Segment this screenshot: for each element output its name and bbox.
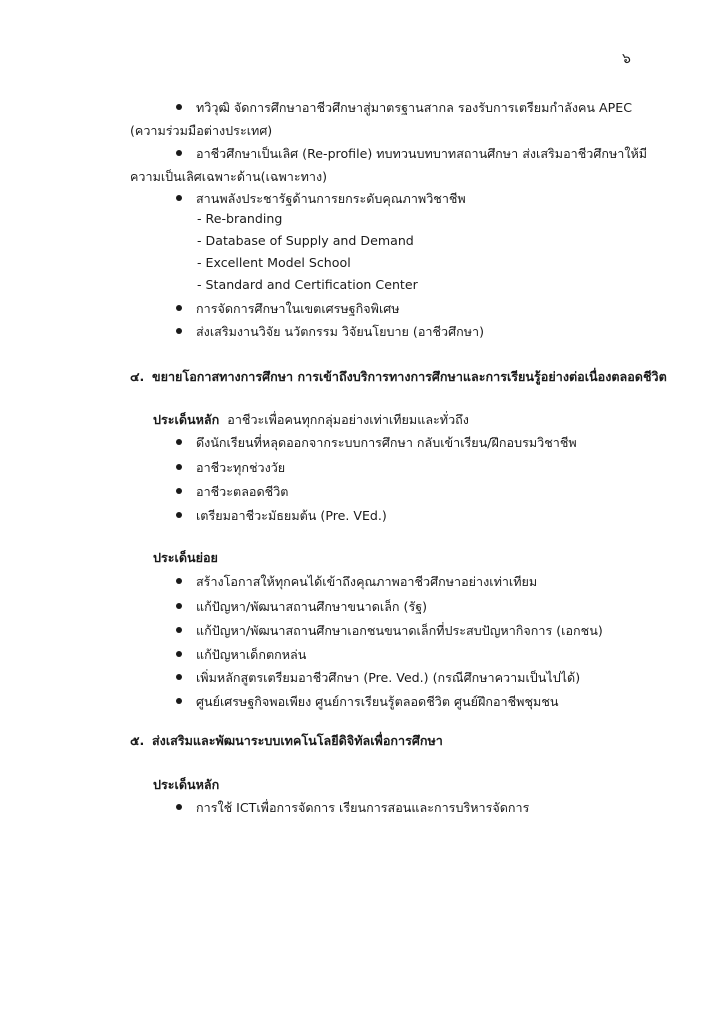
list-item-text: เพิ่มหลักสูตรเตรียมอาชีวศึกษา (Pre. Ved.) (กรณีศึกษาความเป็นไปได้) [196, 670, 581, 685]
list-item [176, 433, 577, 453]
section-heading [130, 367, 667, 387]
bullet-icon [176, 512, 182, 518]
list-item-text: อาชีวศึกษาเป็นเลิศ (Re-profile) ทบทวนบทบาทสถานศึกษา ส่งเสริมอาชีวศึกษาให้มี [196, 146, 648, 161]
list-item [176, 322, 484, 342]
list-item-text: แก้ปัญหาเด็กตกหล่น [196, 647, 307, 662]
sub-list-item: - Database of Supply and Demand [197, 233, 414, 248]
list-item-text: อาชีวะตลอดชีวิต [196, 484, 289, 499]
bullet-icon [176, 627, 182, 633]
bullet-icon [176, 439, 182, 445]
section-title: ขยายโอกาสทางการศึกษา การเข้าถึงบริการทางการศึกษาและการเรียนรู้อย่างต่อเนื่องตลอดชีวิต [152, 369, 667, 384]
list-item [176, 692, 558, 712]
list-item-continuation: ความเป็นเลิศเฉพาะด้าน(เฉพาะทาง) [130, 169, 328, 184]
list-item-text: การใช้ ICTเพื่อการจัดการ เรียนการสอนและการบริหารจัดการ [196, 800, 530, 815]
main-issue-text: อาชีวะเพื่อคนทุกกลุ่มอย่างเท่าเทียมและทั่วถึง [227, 412, 469, 427]
list-item [176, 506, 387, 526]
main-issue-row [153, 775, 219, 795]
list-item-text: ทวิวุฒิ จัดการศึกษาอาชีวศึกษาสู่มาตรฐานสากล รองรับการเตรียมกำลังคน APEC [196, 100, 633, 115]
list-item-text: ดึงนักเรียนที่หลุดออกจากระบบการศึกษา กลับเข้าเรียน/ฝึกอบรมวิชาชีพ [196, 435, 577, 450]
bullet-icon [176, 578, 182, 584]
list-item [176, 144, 647, 164]
bullet-icon [176, 804, 182, 810]
bullet-icon [176, 104, 182, 110]
list-item [176, 299, 400, 319]
bullet-icon [176, 195, 182, 201]
list-item-text: อาชีวะทุกช่วงวัย [196, 460, 286, 475]
bullet-icon [176, 488, 182, 494]
bullet-icon [176, 464, 182, 470]
section-title: ส่งเสริมและพัฒนาระบบเทคโนโลยีดิจิทัลเพื่อการศึกษา [152, 733, 443, 748]
sub-issue-label: ประเด็นย่อย [153, 550, 218, 565]
list-item-text: ศูนย์เศรษฐกิจพอเพียง ศูนย์การเรียนรู้ตลอดชีวิต ศูนย์ฝึกอาชีพชุมชน [196, 694, 559, 709]
bullet-icon [176, 698, 182, 704]
sub-list-item: - Re-branding [197, 211, 283, 226]
main-issue-label: ประเด็นหลัก [153, 412, 220, 427]
list-item-text: แก้ปัญหา/พัฒนาสถานศึกษาเอกชนขนาดเล็กที่ประสบปัญหากิจการ (เอกชน) [196, 623, 603, 638]
bullet-icon [176, 674, 182, 680]
list-item [176, 621, 603, 641]
bullet-icon [176, 305, 182, 311]
list-item [176, 597, 427, 617]
main-issue-row [153, 410, 469, 430]
list-item-text: สานพลังประชารัฐด้านการยกระดับคุณภาพวิชาชีพ [196, 191, 466, 206]
list-item-text: การจัดการศึกษาในเขตเศรษฐกิจพิเศษ [196, 301, 400, 316]
list-item-text: เตรียมอาชีวะมัธยมต้น (Pre. VEd.) [196, 508, 387, 523]
list-item [176, 645, 306, 665]
list-item [176, 189, 466, 209]
list-item [176, 482, 288, 502]
section-number: ๕. [130, 733, 145, 748]
list-item [176, 572, 537, 592]
list-item-text: ส่งเสริมงานวิจัย นวัตกรรม วิจัยนโยบาย (อาชีวศึกษา) [196, 324, 484, 339]
sub-issue-row [153, 548, 218, 568]
bullet-icon [176, 150, 182, 156]
sub-list-item: - Excellent Model School [197, 255, 351, 270]
list-item-continuation: (ความร่วมมือต่างประเทศ) [130, 123, 273, 138]
list-item-text: สร้างโอกาสให้ทุกคนได้เข้าถึงคุณภาพอาชีวศึกษาอย่างเท่าเทียม [196, 574, 538, 589]
bullet-icon [176, 328, 182, 334]
list-item [176, 458, 285, 478]
list-item [176, 798, 529, 818]
bullet-icon [176, 603, 182, 609]
sub-list-item: - Standard and Certification Center [197, 277, 418, 292]
section-heading [130, 731, 443, 751]
list-item-text: แก้ปัญหา/พัฒนาสถานศึกษาขนาดเล็ก (รัฐ) [196, 599, 428, 614]
bullet-icon [176, 651, 182, 657]
list-item [176, 668, 580, 688]
section-number: ๔. [130, 369, 145, 384]
page-number: ๖ [622, 51, 631, 67]
main-issue-label: ประเด็นหลัก [153, 777, 220, 792]
list-item [176, 98, 632, 118]
